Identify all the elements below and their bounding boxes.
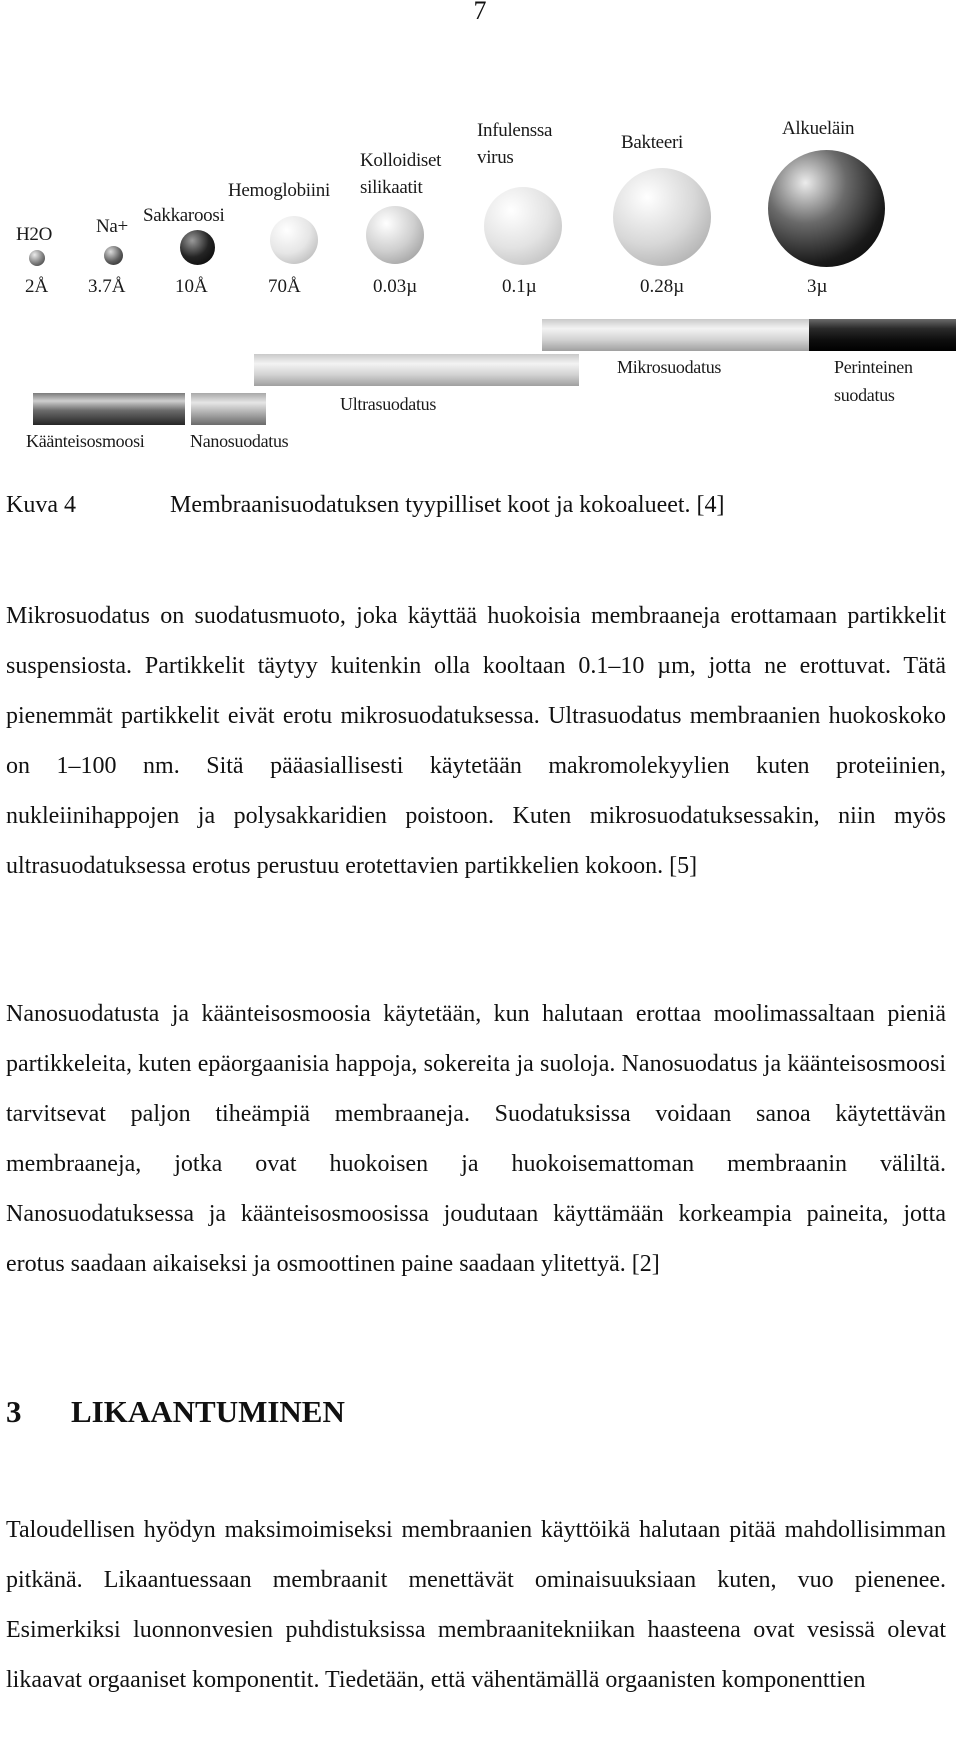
page-number: 7 [473,0,487,25]
range-label-mikrosuodatus: Mikrosuodatus [617,357,722,377]
particle-size-hemoglobiini: 70Å [268,276,301,297]
paragraph-likaantuminen: Taloudellisen hyödyn maksimoimiseksi membraanien käyttöikä halutaan pitää mahdollisimman pitkänä. Likaantuessaan membraanit menettävät ominaisuuksiaan kuten, vuo pienenee. Esimerkiksi luonnonvesien puhdistuksissa membraanitekniikan haasteena ovat vesissä olevat likaavat orgaaniset komponentit. Tiedetään, että vähentämällä orgaanisten komponenttien [6,1517,946,1693]
particle-size-na: 3.7Å [88,276,126,297]
section-title: LIKAANTUMINEN [71,1394,345,1429]
particle-size-sakkaroosi: 10Å [175,276,208,297]
particle-ball-na [104,246,123,265]
particle-label-bakteeri: Bakteeri [621,132,683,153]
particle-label-silikaatit: silikaatit [360,177,423,198]
range-label-suodatus: suodatus [834,385,895,405]
particle-label-hemoglobiini: Hemoglobiini [228,180,330,201]
figure-caption-label: Kuva 4 [6,492,76,518]
range-bar-mikrosuodatus [542,319,809,351]
particle-label-virus: virus [477,147,514,168]
particle-ball-bakteeri [613,168,711,266]
particle-size-alkuelain: 3µ [807,276,828,297]
figure-caption-text: Membraanisuodatuksen tyypilliset koot ja kokoalueet. [4] [170,492,725,518]
particle-ball-hemoglobiini [270,216,318,264]
paragraph-nanosuodatus: Nanosuodatusta ja käänteisosmoosia käytetään, kun halutaan erottaa moolimassaltaan pieniä partikkeleita, kuten epäorgaanisia happoja, sokereita ja suoloja. Nanosuodatus ja käänteisosmoosi tarvitsevat paljon tiheämpiä membraaneja. Suodatuksissa voidaan sanoa käytettävän membraaneja, jotka ovat huokoisen ja huokoisemattoman membraanin väliltä. Nanosuodatuksessa ja käänteisosmoosissa joudutaan käyttämään korkeampia paineita, jotta erotus saadaan aikaiseksi ja osmoottinen paine saadaan ylitettyä. [2] [6,1001,946,1277]
range-bar-ultrasuodatus [254,354,579,386]
membrane-size-figure [0,0,960,460]
particle-label-h2o: H2O [16,224,53,245]
particle-label-infulenssa: Infulenssa [477,120,553,141]
range-bar-kaanteisosmoosi [33,393,185,425]
section-number: 3 [6,1394,22,1429]
particle-ball-kolloidiset [366,206,424,264]
particle-ball-h2o [29,250,45,266]
paragraph-mikrosuodatus: Mikrosuodatus on suodatusmuoto, joka käyttää huokoisia membraaneja erottamaan partikkelit suspensiosta. Partikkelit täytyy kuitenkin olla kooltaan 0.1–10 µm, jotta ne erottuvat. Tätä pienemmät partikkelit eivät erotu mikrosuodatuksessa. Ultrasuodatus membraanien huokoskoko on 1–100 nm. Sitä pääasiallisesti käytetään makromolekyylien kuten proteiinien, nukleiinihappojen ja polysakkaridien poistoon. Kuten mikrosuodatuksessakin, niin myös ultrasuodatuksessa erotus perustuu erotettavien partikkelien kokoon. [5] [6,603,946,879]
particle-label-na: Na+ [96,216,128,237]
particle-size-kolloidiset: 0.03µ [373,276,418,297]
particle-ball-alkuelain [768,150,885,267]
range-bar-perinteinen [809,319,956,351]
particle-label-alkuelain: Alkueläin [782,118,855,139]
particle-size-h2o: 2Å [25,276,49,297]
particle-size-bakteeri: 0.28µ [640,276,685,297]
section-heading [6,1394,345,1430]
range-label-kaanteisosmoosi: Käänteisosmoosi [26,431,145,451]
range-label-perinteinen: Perinteinen [834,357,913,377]
particle-size-infulenssa: 0.1µ [502,276,537,297]
range-label-nanosuodatus: Nanosuodatus [190,431,289,451]
range-bar-nanosuodatus [191,393,266,425]
particle-label-sakkaroosi: Sakkaroosi [143,205,225,226]
particle-ball-sakkaroosi [180,230,215,265]
range-label-ultrasuodatus: Ultrasuodatus [340,394,437,414]
particle-ball-infulenssa [484,187,562,265]
particle-label-kolloidiset: Kolloidiset [360,150,442,171]
